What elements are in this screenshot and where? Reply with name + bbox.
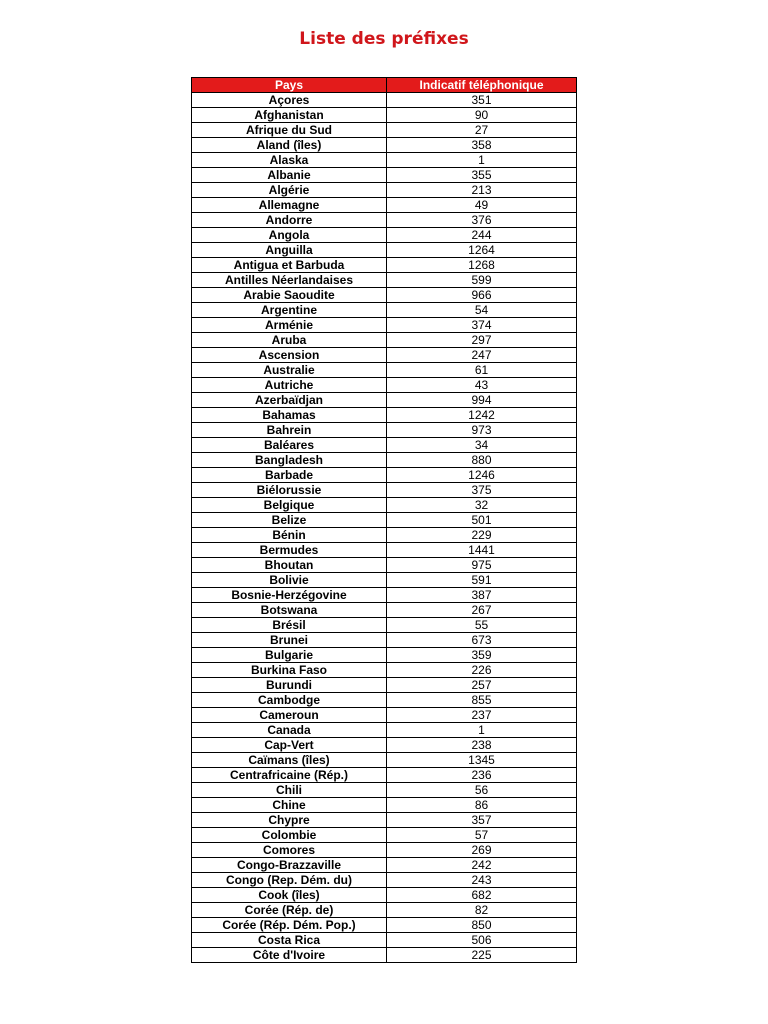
table-row bbox=[192, 828, 577, 843]
table-row bbox=[192, 798, 577, 813]
dialing-code-cell: 1246 bbox=[387, 468, 577, 483]
dialing-code-cell: 506 bbox=[387, 933, 577, 948]
table-row bbox=[192, 528, 577, 543]
dialing-code-cell: 1441 bbox=[387, 543, 577, 558]
country-cell: Antigua et Barbuda bbox=[192, 258, 387, 273]
table-row bbox=[192, 393, 577, 408]
dialing-code-cell: 86 bbox=[387, 798, 577, 813]
table-row bbox=[192, 903, 577, 918]
country-cell: Comores bbox=[192, 843, 387, 858]
table-row bbox=[192, 363, 577, 378]
table-row bbox=[192, 438, 577, 453]
country-cell: Congo-Brazzaville bbox=[192, 858, 387, 873]
country-cell: Cambodge bbox=[192, 693, 387, 708]
table-row bbox=[192, 633, 577, 648]
table-row bbox=[192, 783, 577, 798]
dialing-code-cell: 355 bbox=[387, 168, 577, 183]
dialing-code-cell: 880 bbox=[387, 453, 577, 468]
table-row bbox=[192, 153, 577, 168]
table-row bbox=[192, 378, 577, 393]
table-row bbox=[192, 618, 577, 633]
dialing-code-cell: 973 bbox=[387, 423, 577, 438]
table-row bbox=[192, 753, 577, 768]
country-cell: Andorre bbox=[192, 213, 387, 228]
table-row bbox=[192, 513, 577, 528]
country-cell: Chine bbox=[192, 798, 387, 813]
table-row bbox=[192, 588, 577, 603]
dialing-code-cell: 501 bbox=[387, 513, 577, 528]
dialing-code-cell: 966 bbox=[387, 288, 577, 303]
country-cell: Biélorussie bbox=[192, 483, 387, 498]
table-row bbox=[192, 423, 577, 438]
dialing-code-cell: 243 bbox=[387, 873, 577, 888]
dialing-code-cell: 27 bbox=[387, 123, 577, 138]
dialing-code-cell: 269 bbox=[387, 843, 577, 858]
dialing-code-cell: 357 bbox=[387, 813, 577, 828]
dialing-code-cell: 225 bbox=[387, 948, 577, 963]
dialing-code-cell: 599 bbox=[387, 273, 577, 288]
dialing-code-cell: 242 bbox=[387, 858, 577, 873]
country-cell: Arabie Saoudite bbox=[192, 288, 387, 303]
table-row bbox=[192, 663, 577, 678]
table-row bbox=[192, 93, 577, 108]
dialing-code-cell: 244 bbox=[387, 228, 577, 243]
dialing-code-cell: 61 bbox=[387, 363, 577, 378]
page-title: Liste des préfixes bbox=[299, 29, 469, 49]
country-cell: Bolivie bbox=[192, 573, 387, 588]
dialing-code-cell: 238 bbox=[387, 738, 577, 753]
table-header-row bbox=[192, 78, 577, 93]
country-cell: Argentine bbox=[192, 303, 387, 318]
country-cell: Caïmans (îles) bbox=[192, 753, 387, 768]
table-row bbox=[192, 453, 577, 468]
country-cell: Angola bbox=[192, 228, 387, 243]
country-cell: Aruba bbox=[192, 333, 387, 348]
dialing-code-cell: 850 bbox=[387, 918, 577, 933]
country-cell: Afghanistan bbox=[192, 108, 387, 123]
country-cell: Corée (Rép. de) bbox=[192, 903, 387, 918]
table-row bbox=[192, 333, 577, 348]
country-cell: Burundi bbox=[192, 678, 387, 693]
country-cell: Afrique du Sud bbox=[192, 123, 387, 138]
dialing-code-cell: 57 bbox=[387, 828, 577, 843]
dialing-code-cell: 49 bbox=[387, 198, 577, 213]
table-row bbox=[192, 603, 577, 618]
dialing-code-cell: 376 bbox=[387, 213, 577, 228]
dialing-code-cell: 1 bbox=[387, 153, 577, 168]
country-cell: Bermudes bbox=[192, 543, 387, 558]
table-row bbox=[192, 108, 577, 123]
table-row bbox=[192, 258, 577, 273]
country-cell: Botswana bbox=[192, 603, 387, 618]
table-row bbox=[192, 198, 577, 213]
dialing-code-cell: 673 bbox=[387, 633, 577, 648]
country-cell: Bahamas bbox=[192, 408, 387, 423]
country-cell: Algérie bbox=[192, 183, 387, 198]
table-row bbox=[192, 498, 577, 513]
table-row bbox=[192, 693, 577, 708]
dialing-code-cell: 375 bbox=[387, 483, 577, 498]
table-row bbox=[192, 468, 577, 483]
country-cell: Canada bbox=[192, 723, 387, 738]
dialing-code-cell: 297 bbox=[387, 333, 577, 348]
country-cell: Arménie bbox=[192, 318, 387, 333]
table-row bbox=[192, 138, 577, 153]
table-row bbox=[192, 708, 577, 723]
country-cell: Cap-Vert bbox=[192, 738, 387, 753]
table-row bbox=[192, 288, 577, 303]
country-cell: Belgique bbox=[192, 498, 387, 513]
dialing-code-cell: 34 bbox=[387, 438, 577, 453]
country-cell: Albanie bbox=[192, 168, 387, 183]
country-cell: Azerbaïdjan bbox=[192, 393, 387, 408]
table-row bbox=[192, 648, 577, 663]
dialing-code-cell: 975 bbox=[387, 558, 577, 573]
country-cell: Alaska bbox=[192, 153, 387, 168]
country-cell: Autriche bbox=[192, 378, 387, 393]
country-cell: Cameroun bbox=[192, 708, 387, 723]
dialing-code-cell: 237 bbox=[387, 708, 577, 723]
dialing-code-cell: 257 bbox=[387, 678, 577, 693]
dialing-code-cell: 247 bbox=[387, 348, 577, 363]
table-row bbox=[192, 873, 577, 888]
country-cell: Barbade bbox=[192, 468, 387, 483]
dialing-code-cell: 1268 bbox=[387, 258, 577, 273]
dialing-code-cell: 90 bbox=[387, 108, 577, 123]
country-cell: Aland (îles) bbox=[192, 138, 387, 153]
country-cell: Chili bbox=[192, 783, 387, 798]
table-row bbox=[192, 723, 577, 738]
country-cell: Corée (Rép. Dém. Pop.) bbox=[192, 918, 387, 933]
country-cell: Burkina Faso bbox=[192, 663, 387, 678]
country-cell: Bénin bbox=[192, 528, 387, 543]
dialing-code-cell: 358 bbox=[387, 138, 577, 153]
table-row bbox=[192, 858, 577, 873]
country-cell: Antilles Néerlandaises bbox=[192, 273, 387, 288]
table-row bbox=[192, 558, 577, 573]
column-header-dialing-code: Indicatif téléphonique bbox=[387, 78, 577, 93]
prefix-table bbox=[191, 77, 577, 963]
table-row bbox=[192, 243, 577, 258]
table-row bbox=[192, 543, 577, 558]
dialing-code-cell: 1 bbox=[387, 723, 577, 738]
table-row bbox=[192, 213, 577, 228]
country-cell: Côte d'Ivoire bbox=[192, 948, 387, 963]
table-row bbox=[192, 948, 577, 963]
dialing-code-cell: 54 bbox=[387, 303, 577, 318]
country-cell: Brunei bbox=[192, 633, 387, 648]
dialing-code-cell: 55 bbox=[387, 618, 577, 633]
country-cell: Ascension bbox=[192, 348, 387, 363]
table-row bbox=[192, 183, 577, 198]
dialing-code-cell: 1242 bbox=[387, 408, 577, 423]
dialing-code-cell: 1345 bbox=[387, 753, 577, 768]
table-row bbox=[192, 123, 577, 138]
dialing-code-cell: 267 bbox=[387, 603, 577, 618]
table-body bbox=[192, 93, 577, 963]
country-cell: Cook (îles) bbox=[192, 888, 387, 903]
dialing-code-cell: 1264 bbox=[387, 243, 577, 258]
dialing-code-cell: 359 bbox=[387, 648, 577, 663]
country-cell: Bangladesh bbox=[192, 453, 387, 468]
table-row bbox=[192, 348, 577, 363]
table-row bbox=[192, 573, 577, 588]
dialing-code-cell: 82 bbox=[387, 903, 577, 918]
table-row bbox=[192, 318, 577, 333]
dialing-code-cell: 213 bbox=[387, 183, 577, 198]
dialing-code-cell: 56 bbox=[387, 783, 577, 798]
country-cell: Australie bbox=[192, 363, 387, 378]
table-row bbox=[192, 768, 577, 783]
table-row bbox=[192, 483, 577, 498]
table-row bbox=[192, 888, 577, 903]
country-cell: Açores bbox=[192, 93, 387, 108]
dialing-code-cell: 229 bbox=[387, 528, 577, 543]
country-cell: Anguilla bbox=[192, 243, 387, 258]
dialing-code-cell: 32 bbox=[387, 498, 577, 513]
country-cell: Bosnie-Herzégovine bbox=[192, 588, 387, 603]
table-row bbox=[192, 843, 577, 858]
dialing-code-cell: 855 bbox=[387, 693, 577, 708]
country-cell: Centrafricaine (Rép.) bbox=[192, 768, 387, 783]
dialing-code-cell: 43 bbox=[387, 378, 577, 393]
country-cell: Brésil bbox=[192, 618, 387, 633]
dialing-code-cell: 994 bbox=[387, 393, 577, 408]
table-row bbox=[192, 168, 577, 183]
country-cell: Colombie bbox=[192, 828, 387, 843]
table-row bbox=[192, 813, 577, 828]
dialing-code-cell: 591 bbox=[387, 573, 577, 588]
dialing-code-cell: 236 bbox=[387, 768, 577, 783]
table-row bbox=[192, 678, 577, 693]
table-row bbox=[192, 228, 577, 243]
column-header-country: Pays bbox=[192, 78, 387, 93]
country-cell: Baléares bbox=[192, 438, 387, 453]
table-row bbox=[192, 273, 577, 288]
country-cell: Bahrein bbox=[192, 423, 387, 438]
table-row bbox=[192, 738, 577, 753]
country-cell: Congo (Rep. Dém. du) bbox=[192, 873, 387, 888]
dialing-code-cell: 387 bbox=[387, 588, 577, 603]
country-cell: Bulgarie bbox=[192, 648, 387, 663]
table-row bbox=[192, 933, 577, 948]
table-row bbox=[192, 408, 577, 423]
country-cell: Costa Rica bbox=[192, 933, 387, 948]
dialing-code-cell: 226 bbox=[387, 663, 577, 678]
dialing-code-cell: 351 bbox=[387, 93, 577, 108]
country-cell: Belize bbox=[192, 513, 387, 528]
dialing-code-cell: 682 bbox=[387, 888, 577, 903]
country-cell: Chypre bbox=[192, 813, 387, 828]
country-cell: Allemagne bbox=[192, 198, 387, 213]
country-cell: Bhoutan bbox=[192, 558, 387, 573]
table-row bbox=[192, 303, 577, 318]
dialing-code-cell: 374 bbox=[387, 318, 577, 333]
table-row bbox=[192, 918, 577, 933]
